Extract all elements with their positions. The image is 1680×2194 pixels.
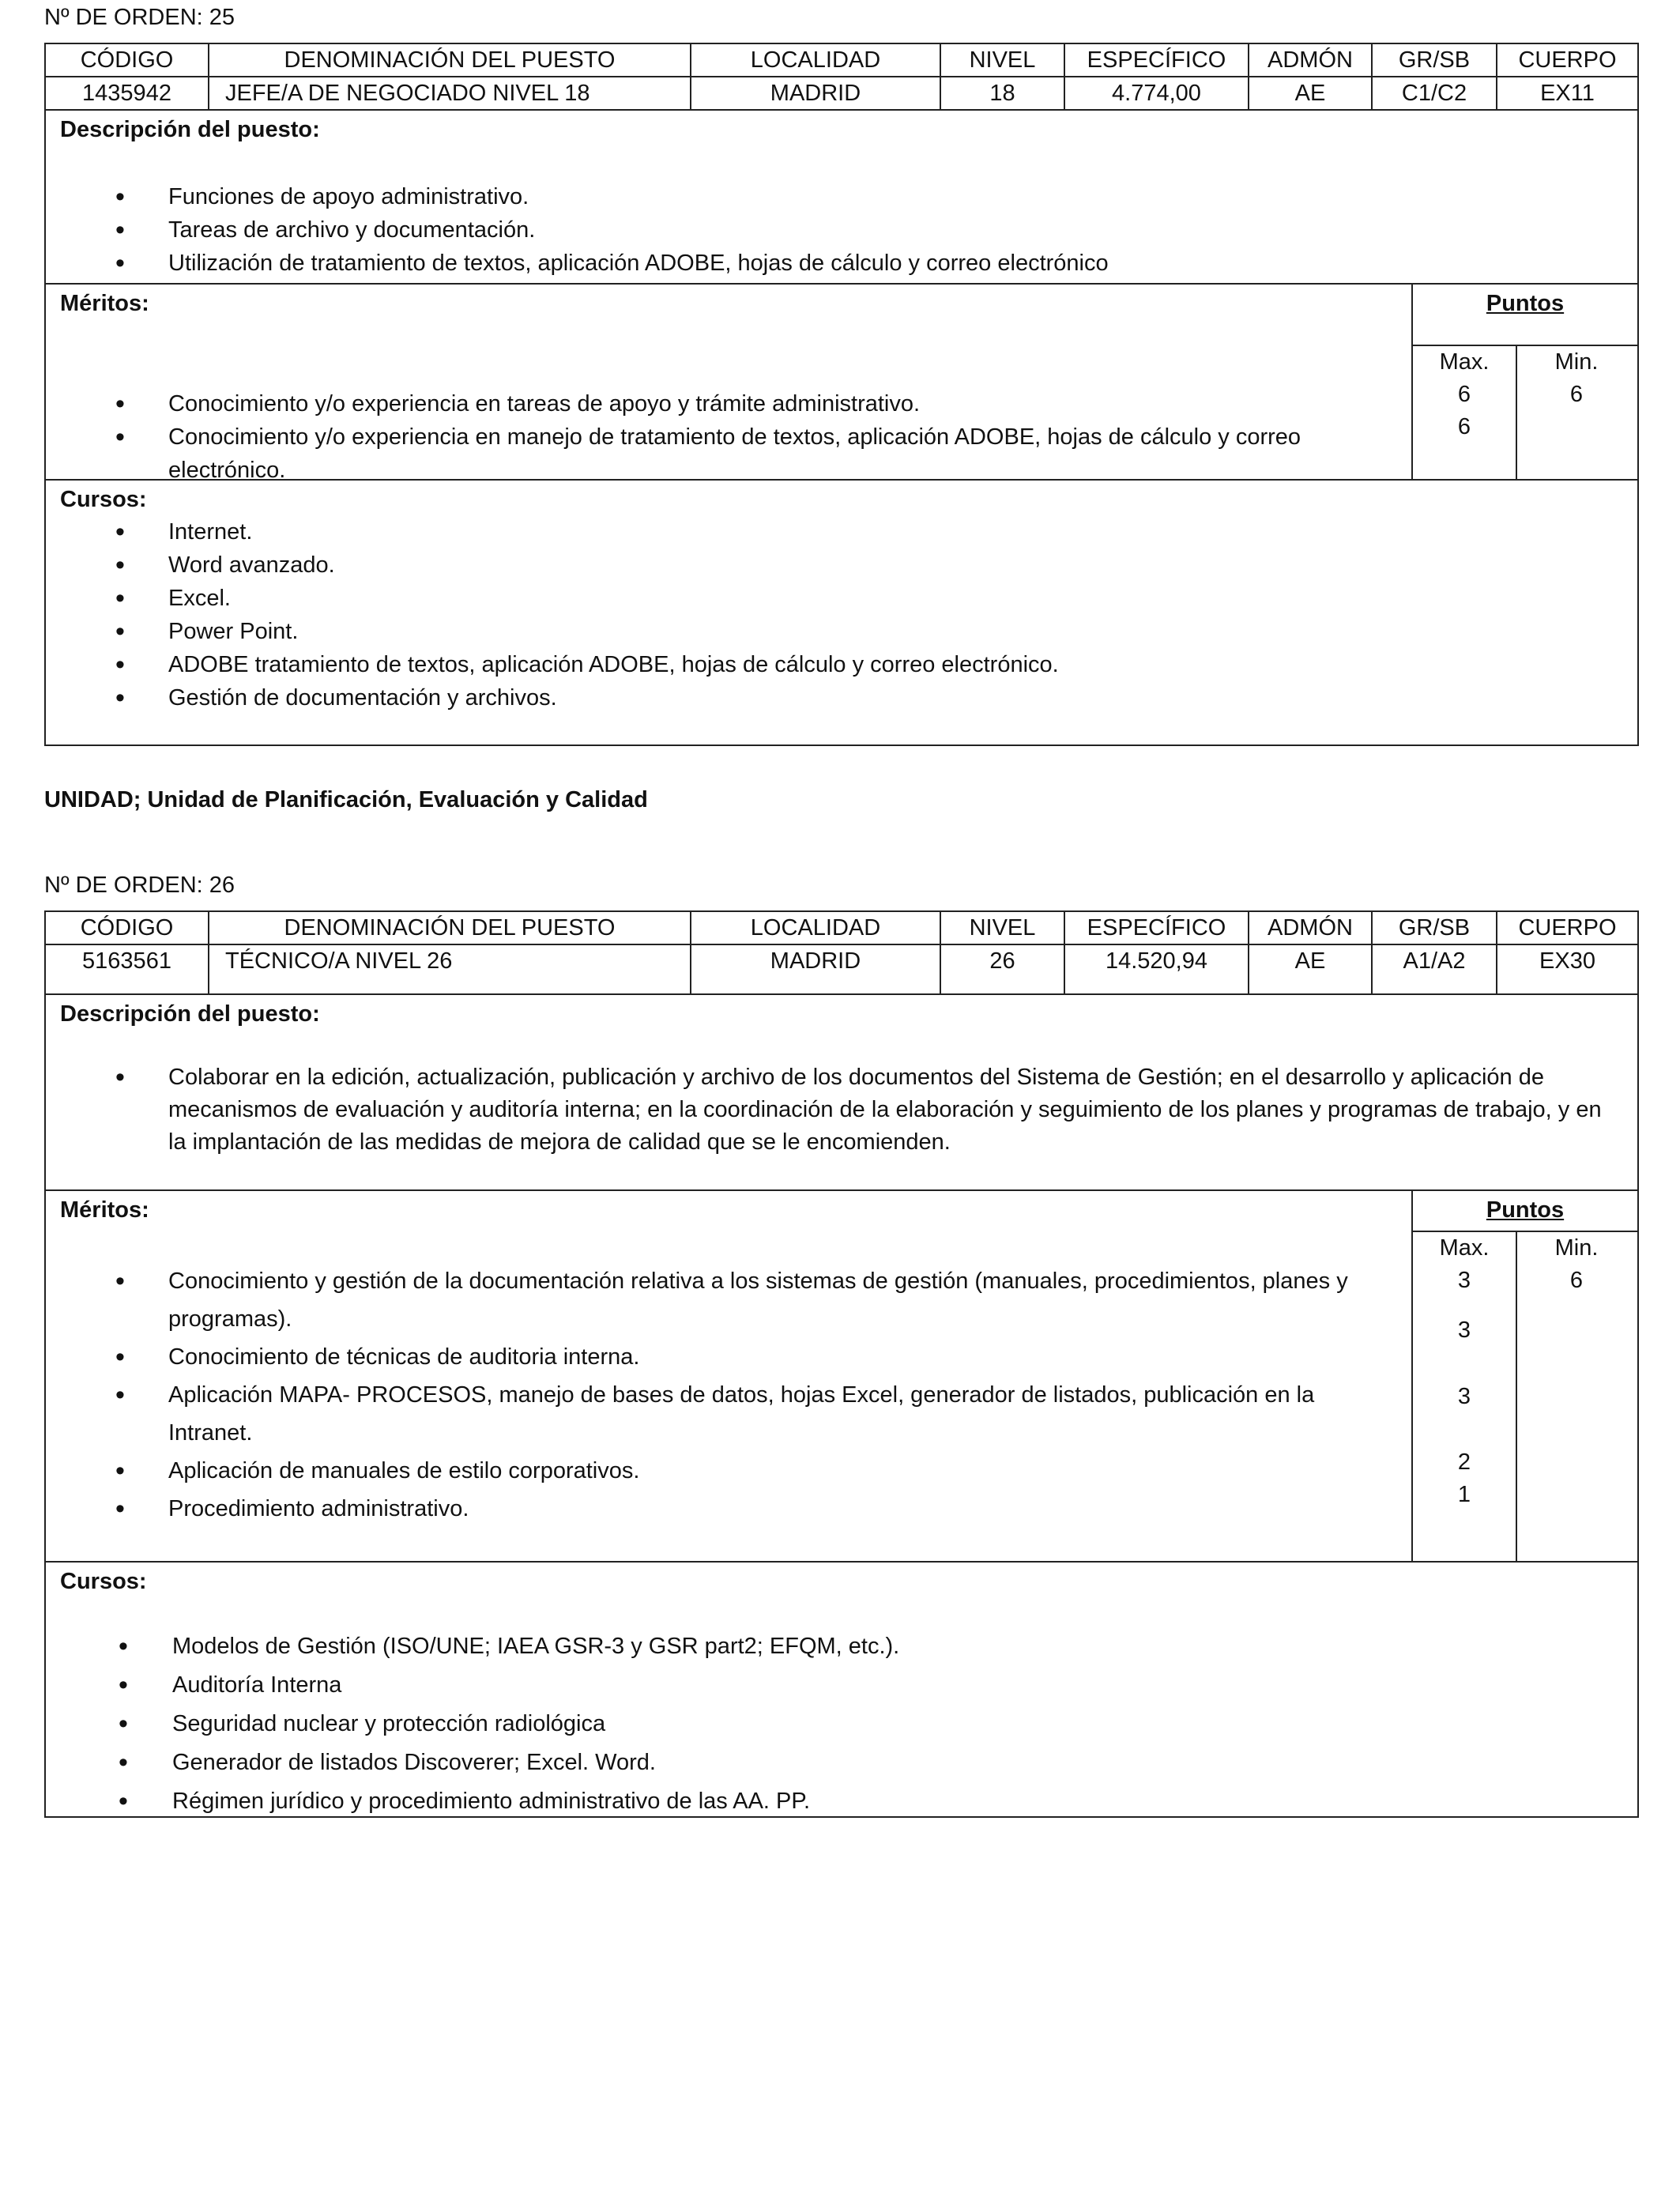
header-cuerpo: CUERPO xyxy=(1497,912,1637,944)
list-item: • Modelos de Gestión (ISO/UNE; IAEA GSR-3 y GSR part2; EFQM, etc.). xyxy=(46,1627,899,1666)
list-item: • Régimen jurídico y procedimiento administrativo de las AA. PP. xyxy=(46,1782,899,1821)
header-denominacion: DENOMINACIÓN DEL PUESTO xyxy=(209,44,691,77)
cell-denominacion: JEFE/A DE NEGOCIADO NIVEL 18 xyxy=(209,77,691,109)
cell-codigo: 5163561 xyxy=(46,944,209,993)
list-item: • Funciones de apoyo administrativo. xyxy=(46,180,1109,213)
list-item: • Conocimiento y/o experiencia en tareas de apoyo y trámite administrativo. xyxy=(46,387,1358,420)
post-header-table xyxy=(46,912,1637,993)
cell-codigo: 1435942 xyxy=(46,77,209,109)
header-nivel: NIVEL xyxy=(940,912,1064,944)
min-value: 6 xyxy=(1569,382,1584,407)
max-value: 6 xyxy=(1457,414,1471,439)
list-item: • Internet. xyxy=(46,515,1059,548)
list-item: • Generador de listados Discoverer; Excel. Word. xyxy=(46,1744,899,1782)
header-localidad: LOCALIDAD xyxy=(691,912,940,944)
max-value: 2 xyxy=(1457,1449,1471,1475)
max-label: Max. xyxy=(1439,1235,1490,1261)
meritos-list xyxy=(46,387,1358,487)
descripcion-list xyxy=(46,1061,1623,1159)
header-codigo: CÓDIGO xyxy=(46,912,209,944)
header-nivel: NIVEL xyxy=(940,44,1064,77)
puntos-max-column xyxy=(1413,346,1517,479)
header-grsb: GR/SB xyxy=(1372,44,1497,77)
cursos-list xyxy=(46,1627,899,1821)
max-label: Max. xyxy=(1439,349,1490,375)
cell-localidad: MADRID xyxy=(691,77,940,109)
cursos-title: Cursos: xyxy=(60,1569,147,1594)
meritos-list xyxy=(46,1262,1358,1528)
max-value: 3 xyxy=(1457,1384,1471,1409)
cell-especifico: 14.520,94 xyxy=(1064,944,1249,993)
list-item: • Gestión de documentación y archivos. xyxy=(46,681,1059,714)
post-block-26 xyxy=(44,910,1639,1818)
orden-number: Nº DE ORDEN: 26 xyxy=(44,873,235,898)
descripcion-section xyxy=(46,993,1637,1189)
list-item: • Utilización de tratamiento de textos, aplicación ADOBE, hojas de cálculo y correo electrónico xyxy=(46,247,1109,280)
list-item: • Conocimiento y/o experiencia en manejo de tratamiento de textos, aplicación ADOBE, hojas de cálculo y correo electrónico. xyxy=(46,420,1358,487)
min-value: 6 xyxy=(1569,1268,1584,1293)
header-localidad: LOCALIDAD xyxy=(691,44,940,77)
header-admon: ADMÓN xyxy=(1249,44,1372,77)
puntos-panel xyxy=(1411,1191,1637,1561)
puntos-min-column xyxy=(1516,1232,1637,1561)
unidad-heading: UNIDAD; Unidad de Planificación, Evaluación y Calidad xyxy=(44,787,648,812)
list-item: • Aplicación MAPA- PROCESOS, manejo de bases de datos, hojas Excel, generador de listados, publicación en la Intranet. xyxy=(46,1376,1358,1452)
cell-localidad: MADRID xyxy=(691,944,940,993)
cell-cuerpo: EX11 xyxy=(1540,81,1595,106)
puntos-panel xyxy=(1411,285,1637,479)
list-item: • Conocimiento de técnicas de auditoria interna. xyxy=(46,1338,1358,1376)
cell-admon: AE xyxy=(1249,77,1372,109)
meritos-title: Méritos: xyxy=(60,291,149,316)
puntos-max-column: Max. 3 3 3 2 1 xyxy=(1413,1232,1517,1561)
cell-nivel: 18 xyxy=(940,77,1064,109)
cursos-list xyxy=(46,515,1059,714)
list-item: • ADOBE tratamiento de textos, aplicación ADOBE, hojas de cálculo y correo electrónico. xyxy=(46,648,1059,681)
meritos-section xyxy=(46,1189,1637,1561)
list-item: • Seguridad nuclear y protección radiológica xyxy=(46,1705,899,1744)
post-block-25 xyxy=(44,43,1639,746)
header-especifico: ESPECÍFICO xyxy=(1064,44,1249,77)
descripcion-list xyxy=(46,180,1109,280)
descripcion-title: Descripción del puesto: xyxy=(60,117,320,142)
cell-grsb: C1/C2 xyxy=(1372,77,1497,109)
descripcion-section xyxy=(46,109,1637,283)
list-item: • Conocimiento y gestión de la documentación relativa a los sistemas de gestión (manuales, procedimientos, planes y programas). xyxy=(46,1262,1358,1338)
descripcion-title: Descripción del puesto: xyxy=(60,1001,320,1027)
max-value: 6 xyxy=(1457,382,1471,407)
list-item: • Word avanzado. xyxy=(46,548,1059,582)
header-codigo: CÓDIGO xyxy=(46,44,209,77)
header-especifico: ESPECÍFICO xyxy=(1064,912,1249,944)
min-label: Min. xyxy=(1554,349,1599,375)
list-item: • Power Point. xyxy=(46,615,1059,648)
header-admon: ADMÓN xyxy=(1249,912,1372,944)
cursos-title: Cursos: xyxy=(60,487,147,512)
puntos-title: Puntos xyxy=(1486,291,1565,316)
list-item: • Auditoría Interna xyxy=(46,1666,899,1705)
cursos-section xyxy=(46,479,1637,745)
puntos-min-column xyxy=(1516,346,1637,479)
post-header-table xyxy=(46,44,1637,109)
cell-denominacion: TÉCNICO/A NIVEL 26 xyxy=(209,944,691,993)
cell-admon: AE xyxy=(1249,944,1372,993)
meritos-title: Méritos: xyxy=(60,1197,149,1223)
header-denominacion: DENOMINACIÓN DEL PUESTO xyxy=(209,912,691,944)
cell-nivel: 26 xyxy=(940,944,1064,993)
list-item: • Aplicación de manuales de estilo corporativos. xyxy=(46,1452,1358,1490)
cell-especifico: 4.774,00 xyxy=(1064,77,1249,109)
list-item: • Excel. xyxy=(46,582,1059,615)
min-label: Min. xyxy=(1554,1235,1599,1261)
list-item: • Colaborar en la edición, actualización, publicación y archivo de los documentos del Sistema de Gestión; en el desarrollo y aplicación de mecanismos de evaluación y auditoría interna; en la coordinación de la elaboración y seguimiento de los planes y programas de trabajo, y en la implantación de las medidas de mejora de calidad que se le encomienden. xyxy=(46,1061,1623,1159)
max-value: 3 xyxy=(1457,1268,1471,1293)
puntos-title: Puntos xyxy=(1486,1197,1565,1223)
cell-cuerpo: EX30 xyxy=(1539,948,1595,974)
header-cuerpo: CUERPO xyxy=(1497,44,1637,77)
max-value: 3 xyxy=(1457,1318,1471,1343)
header-grsb: GR/SB xyxy=(1372,912,1497,944)
meritos-section xyxy=(46,283,1637,483)
cursos-section xyxy=(46,1561,1637,1822)
list-item: • Procedimiento administrativo. xyxy=(46,1490,1358,1528)
orden-number: Nº DE ORDEN: 25 xyxy=(44,5,235,30)
cell-grsb: A1/A2 xyxy=(1372,944,1497,993)
list-item: • Tareas de archivo y documentación. xyxy=(46,213,1109,247)
